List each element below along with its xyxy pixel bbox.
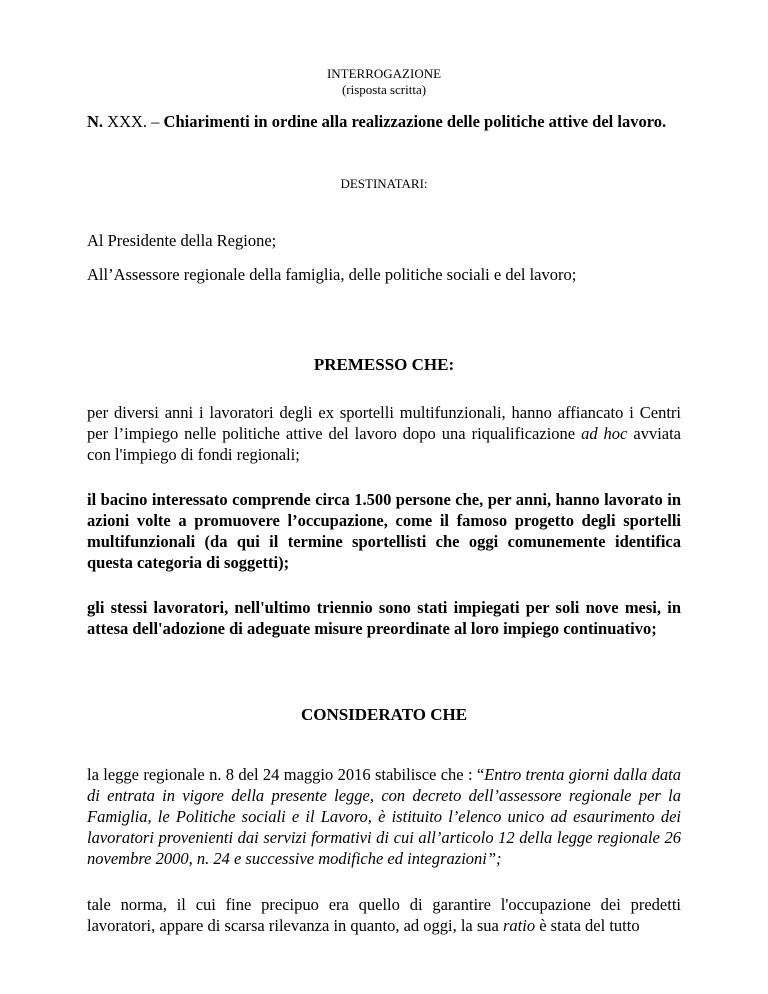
recipient-president: Al Presidente della Regione; — [87, 231, 277, 250]
considerato-p1-quote: Entro trenta giorni dalla data di entrata in vigore della presente legge, con decreto dell’assessore regionale per la Famiglia, le Politiche sociali e il Lavoro, è istituito l’elenco unico ad esaurimento dei lavoratori provenienti dai servizi formativi di cui all’articolo 12 della legge regionale 26 novembre 2000, n. 24 e successive modifiche ed integrazioni”; — [87, 765, 681, 868]
recipients-label: DESTINATARI: — [340, 176, 428, 191]
title-number-label: N. — [87, 112, 104, 131]
considerato-p2-text: tale norma, il cui fine precipuo era quello di garantire l'occupazione dei predetti lavoratori, appare di scarsa rilevanza in quanto, ad oggi, la sua — [87, 895, 681, 935]
title-dash: – — [151, 112, 160, 131]
considerato-p1-text: la legge regionale n. 8 del 24 maggio 2016 stabilisce che : “ — [87, 765, 485, 784]
considerato-p2-text-end: è stata del tutto — [535, 916, 640, 935]
title-subject: Chiarimenti in ordine alla realizzazione delle politiche attive del lavoro. — [163, 112, 667, 131]
premesso-paragraph-1 — [87, 402, 681, 465]
considerato-p2-emphasis: ratio — [503, 916, 536, 935]
premesso-paragraph-3: gli stessi lavoratori, nell'ultimo triennio sono stati impiegati per soli nove mesi, in attesa dell'adozione di adeguate misure preordinate al loro impiego continuativo; — [87, 598, 681, 638]
document-title — [87, 111, 707, 132]
considerato-paragraph-1 — [87, 764, 681, 869]
heading-considerato: CONSIDERATO CHE — [300, 705, 468, 724]
document-subtype: (risposta scritta) — [341, 82, 427, 97]
title-number: XXX. — [107, 112, 148, 131]
considerato-paragraph-2 — [87, 894, 681, 936]
document-type: INTERROGAZIONE — [326, 66, 442, 81]
heading-premesso: PREMESSO CHE: — [313, 355, 455, 374]
premesso-paragraph-2: il bacino interessato comprende circa 1.500 persone che, per anni, hanno lavorato in azioni volte a promuovere l’occupazione, come il famoso progetto degli sportelli multifunzionali (da qui il termine sportellisti che oggi comunemente identifica questa categoria di soggetti); — [87, 490, 681, 572]
recipient-assessore: All’Assessore regionale della famiglia, delle politiche sociali e del lavoro; — [87, 265, 577, 284]
premesso-p1-text: per diversi anni i lavoratori degli ex sportelli multifunzionali, hanno affiancato i Centri per l’impiego nelle politiche attive del lavoro dopo una riqualificazione — [87, 403, 681, 443]
premesso-p1-text-end: avviata con l'impiego di fondi regionali; — [87, 424, 682, 464]
premesso-p1-emphasis: ad hoc — [581, 424, 628, 443]
